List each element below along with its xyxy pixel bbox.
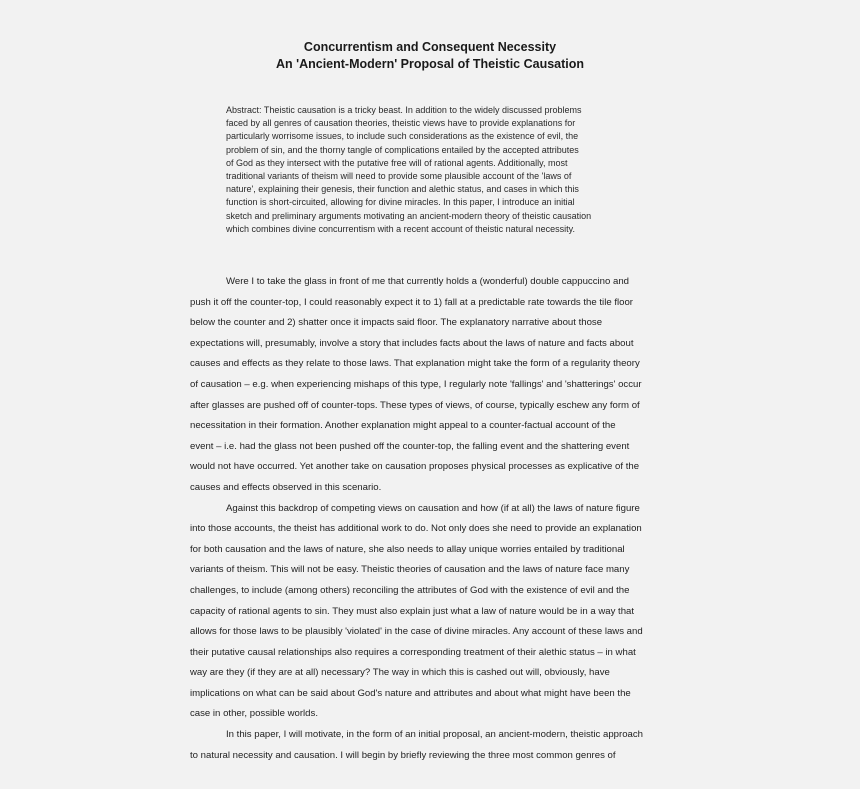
abstract-line: Abstract: Theistic causation is a tricky beast. In addition to the widely discussed problems [226, 105, 582, 115]
abstract-line: sketch and preliminary arguments motivating an ancient-modern theory of theistic causation [226, 210, 592, 221]
body-line: way are they (if they are at all) necessary? The way in which this is cashed out will, obviously, have [190, 667, 610, 679]
abstract-line: traditional variants of theism will need to provide some plausible account of the 'laws of [226, 170, 572, 181]
abstract-line: particularly worrisome issues, to include such considerations as the existence of evil, the [226, 131, 579, 142]
body-line: allows for those laws to be plausibly 'violated' in the case of divine miracles. Any account of these laws and [190, 626, 643, 638]
body-line: challenges, to include (among others) reconciling the attributes of God with the existence of evil and the [190, 584, 630, 596]
body-line: their putative causal relationships also requires a corresponding treatment of their alethic status – in what [190, 646, 636, 658]
body-line: In this paper, I will motivate, in the form of an initial proposal, an ancient-modern, theistic approach [226, 729, 644, 741]
body-line: case in other, possible worlds. [190, 708, 318, 720]
body-line: expectations will, presumably, involve a story that includes facts about the laws of nature and facts about [190, 337, 634, 349]
document-title: Concurrentism and Consequent Necessity [303, 40, 557, 54]
body-line: implications on what can be said about God's nature and attributes and about what might have been the [190, 687, 631, 699]
body-line: causes and effects as they relate to those laws. That explanation might take the form of a regularity theory [190, 358, 640, 370]
body-line: variants of theism. This will not be easy. Theistic theories of causation and the laws of nature face many [190, 564, 630, 576]
abstract-line: function is short-circuited, allowing for divine miracles. In this paper, I introduce an initial [226, 197, 575, 208]
body-text [190, 272, 670, 766]
abstract [226, 104, 626, 236]
body-line: capacity of rational agents to sin. They must also explain just what a law of nature would be in a way that [190, 605, 635, 617]
body-line: below the counter and 2) shatter once it impacts said floor. The explanatory narrative about those [190, 317, 603, 329]
body-line: push it off the counter-top, I could reasonably expect it to 1) fall at a predictable rate towards the tile floor [190, 296, 633, 308]
body-line: of causation – e.g. when experiencing mishaps of this type, I regularly note 'fallings' and 'shatterings' occur [190, 378, 642, 390]
abstract-line: nature', explaining their genesis, their function and alethic status, and cases in which this [226, 184, 579, 195]
body-line: to natural necessity and causation. I will begin by briefly reviewing the three most common genres of [190, 749, 616, 761]
body-line: causes and effects observed in this scenario. [190, 481, 382, 493]
body-line: Against this backdrop of competing views on causation and how (if at all) the laws of nature figure [226, 502, 640, 514]
body-line: would not have occurred. Yet another take on causation proposes physical processes as explicative of the [190, 461, 640, 473]
abstract-line: of God as they intersect with the putative free will of rational agents. Additionally, most [226, 157, 568, 168]
body-line: event – i.e. had the glass not been pushed off the counter-top, the falling event and the shattering event [190, 440, 630, 452]
abstract-line: faced by all genres of causation theories, theistic views have to provide explanations for [226, 118, 576, 129]
body-line: necessitation in their formation. Another explanation might appeal to a counter-factual account of the [190, 420, 616, 432]
body-line: into those accounts, the theist has additional work to do. Not only does she need to provide an explanation [190, 523, 642, 535]
document-subtitle: An 'Ancient-Modern' Proposal of Theistic Causation [275, 57, 585, 71]
body-line: for both causation and the laws of nature, she also needs to allay unique worries entailed by traditional [190, 543, 625, 555]
body-line: Were I to take the glass in front of me that currently holds a (wonderful) double cappuccino and [226, 276, 629, 287]
body-line: after glasses are pushed off of counter-tops. These types of views, of course, typically eschew any form of [190, 399, 640, 411]
abstract-line: which combines divine concurrentism with a recent account of theistic natural necessity. [226, 223, 575, 234]
abstract-line: problem of sin, and the thorny tangle of complications entailed by the accepted attributes [226, 144, 579, 155]
